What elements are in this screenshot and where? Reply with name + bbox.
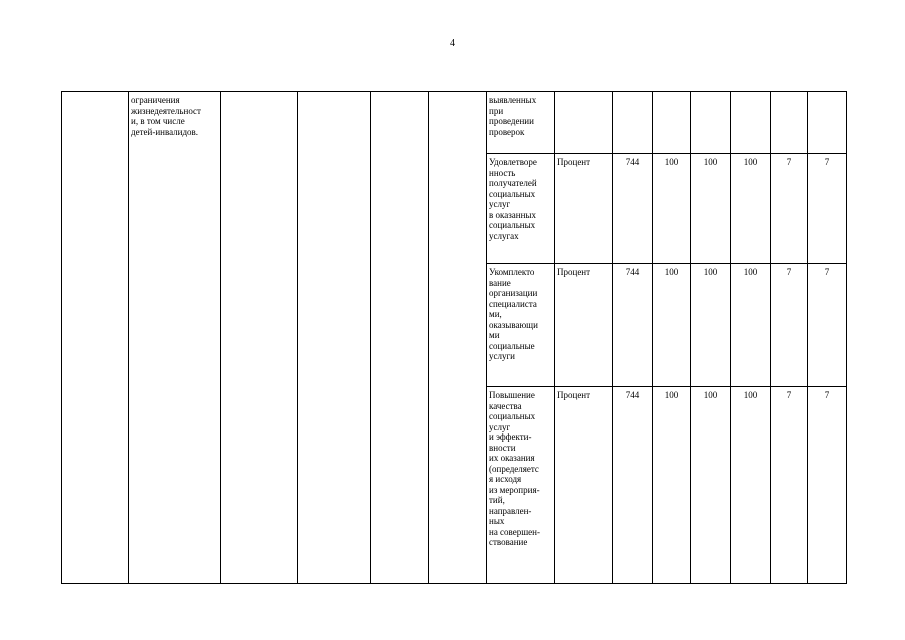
value-cell	[653, 92, 691, 154]
unit-cell	[555, 92, 613, 154]
value-cell	[808, 92, 847, 154]
value-cell	[731, 92, 771, 154]
unit-cell: Процент	[555, 387, 613, 584]
empty-cell	[429, 92, 487, 584]
value-cell: 7	[771, 387, 808, 584]
code-cell: 744	[613, 154, 653, 264]
indicator-name-cell: Повышение качества социальных услуг и эффекти- вности их оказания (определяетс я исходя из мероприя- тий, направлен- ных на совершен- ствование	[487, 387, 555, 584]
value-cell: 7	[771, 264, 808, 387]
code-cell: 744	[613, 387, 653, 584]
value-cell: 100	[731, 264, 771, 387]
value-cell: 7	[808, 387, 847, 584]
value-cell: 100	[691, 387, 731, 584]
value-cell: 7	[808, 154, 847, 264]
table-row	[62, 92, 847, 154]
value-cell	[771, 92, 808, 154]
value-cell: 100	[653, 264, 691, 387]
unit-cell: Процент	[555, 264, 613, 387]
page-number: 4	[450, 38, 455, 49]
value-cell: 100	[653, 154, 691, 264]
value-cell: 100	[691, 264, 731, 387]
empty-cell	[371, 92, 429, 584]
indicators-table	[61, 91, 847, 584]
value-cell: 100	[653, 387, 691, 584]
indicator-name-cell: Удовлетворе нность получателей социальных услуг в оказанных социальных услугах	[487, 154, 555, 264]
indicator-name-cell: Укомплекто вание организации специалиста ми, оказывающи ми социальные услуги	[487, 264, 555, 387]
empty-cell	[298, 92, 371, 584]
empty-cell	[221, 92, 298, 584]
code-cell: 744	[613, 264, 653, 387]
value-cell: 7	[771, 154, 808, 264]
value-cell: 100	[691, 154, 731, 264]
value-cell: 100	[731, 154, 771, 264]
value-cell: 7	[808, 264, 847, 387]
empty-cell	[62, 92, 129, 584]
service-description-cell: ограничения жизнедеятельност и, в том числе детей-инвалидов.	[129, 92, 221, 584]
indicator-name-cell: выявленных при проведении проверок	[487, 92, 555, 154]
unit-cell: Процент	[555, 154, 613, 264]
value-cell: 100	[731, 387, 771, 584]
code-cell	[613, 92, 653, 154]
value-cell	[691, 92, 731, 154]
